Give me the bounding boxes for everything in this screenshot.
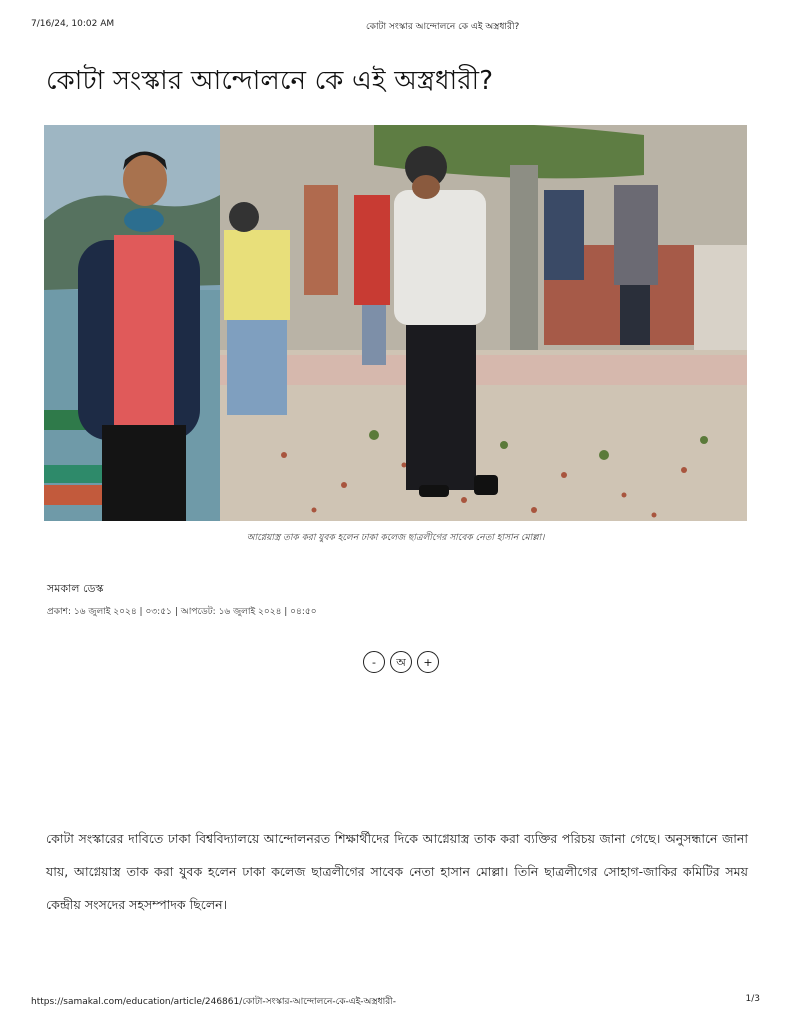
article-headline: কোটা সংস্কার আন্দোলনে কে এই অস্ত্রধারী? xyxy=(46,66,494,96)
photo-caption: আগ্নেয়াস্ত্র তাক করা যুবক হলেন ঢাকা কলেজ ছাত্রলীগের সাবেক নেতা হাসান মোল্লা। xyxy=(246,533,545,543)
font-size-controls xyxy=(363,651,439,673)
updated-date: আপডেট: ১৬ জুলাই ২০২৪ | ০৪:৫০ xyxy=(180,607,317,617)
article-photo xyxy=(44,125,747,521)
publish-dates xyxy=(47,604,317,619)
print-footer xyxy=(31,994,760,1008)
published-date: প্রকাশ: ১৬ জুলাই ২০২৪ | ০৩:৫১ xyxy=(47,607,172,617)
article-body xyxy=(46,822,748,921)
print-datetime: 7/16/24, 10:02 AM xyxy=(31,19,115,29)
page-number: 1/3 xyxy=(745,994,760,1004)
article-paragraph: কোটা সংস্কারের দাবিতে ঢাকা বিশ্ববিদ্যালয়ে আন্দোলনরত শিক্ষার্থীদের দিকে আগ্নেয়াস্ত্র তাক করা ব্যক্তির পরিচয় জানা গেছে। অনুসন্ধানে জানা যায়, আগ্নেয়াস্ত্র তাক করা যুবক হলেন ঢাকা কলেজ ছাত্রলীগের সাবেক নেতা হাসান মোল্লা। তিনি ছাত্রলীগের সোহাগ-জাকির কমিটির সময় কেন্দ্রীয় সংসদের সহসম্পাদক ছিলেন। xyxy=(46,831,748,912)
font-reset-button[interactable]: অ xyxy=(390,651,412,673)
font-increase-button[interactable]: + xyxy=(417,651,439,673)
author-byline[interactable]: সমকাল ডেস্ক xyxy=(47,582,104,595)
font-decrease-button[interactable]: - xyxy=(363,651,385,673)
date-separator: | xyxy=(174,607,178,617)
print-page-title: কোটা সংস্কার আন্দোলনে কে এই অস্ত্রধারী? xyxy=(366,22,520,32)
page-url: https://samakal.com/education/article/246861/কোটা-সংস্কার-আন্দোলনে-কে-এই-অস্ত্রধারী- xyxy=(31,997,396,1007)
print-header xyxy=(31,19,760,33)
